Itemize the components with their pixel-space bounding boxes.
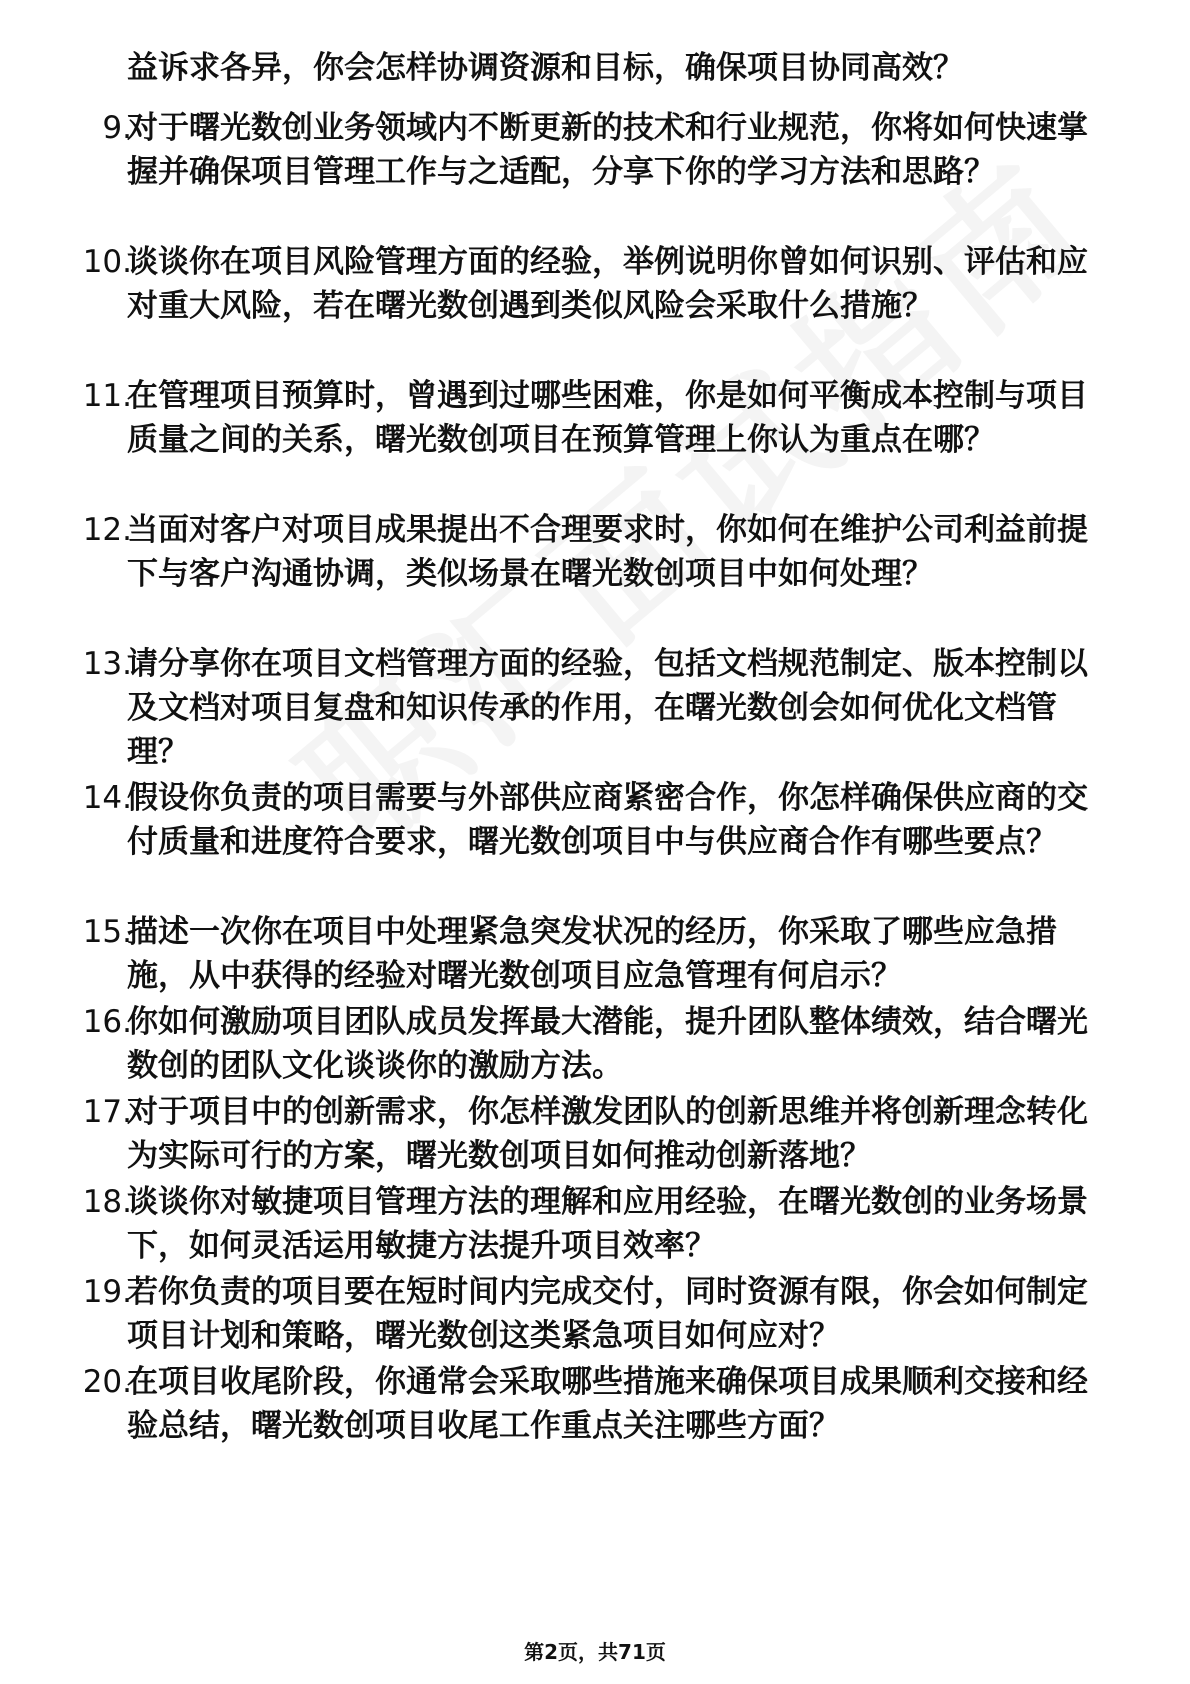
question-number: 19. bbox=[82, 1274, 132, 1310]
question-number: 9. bbox=[102, 110, 132, 146]
question-number: 11. bbox=[82, 378, 132, 414]
question-number: 12. bbox=[82, 512, 132, 548]
question-text: 对于曙光数创业务领域内不断更新的技术和行业规范，你将如何快速掌握并确保项目管理工作与之适配，分享下你的学习方法和思路？ bbox=[127, 110, 1088, 190]
question-number: 10. bbox=[82, 244, 132, 280]
page-footer: 第2页，共71页 bbox=[524, 1640, 666, 1664]
question-text: 在项目收尾阶段，你通常会采取哪些措施来确保项目成果顺利交接和经验总结，曙光数创项目收尾工作重点关注哪些方面？ bbox=[127, 1364, 1088, 1444]
question-number: 18. bbox=[82, 1184, 132, 1220]
question-text: 对于项目中的创新需求，你怎样激发团队的创新思维并将创新理念转化为实际可行的方案，曙光数创项目如何推动创新落地？ bbox=[127, 1094, 1088, 1174]
continued-question-text: 益诉求各异，你会怎样协调资源和目标，确保项目协同高效？ bbox=[127, 50, 964, 86]
question-number: 17. bbox=[82, 1094, 132, 1130]
question-text: 假设你负责的项目需要与外部供应商紧密合作，你怎样确保供应商的交付质量和进度符合要求，曙光数创项目中与供应商合作有哪些要点？ bbox=[127, 780, 1088, 860]
question-text: 描述一次你在项目中处理紧急突发状况的经历，你采取了哪些应急措施，从中获得的经验对曙光数创项目应急管理有何启示？ bbox=[127, 914, 1057, 994]
question-text: 若你负责的项目要在短时间内完成交付，同时资源有限，你会如何制定项目计划和策略，曙光数创这类紧急项目如何应对？ bbox=[127, 1274, 1088, 1354]
question-text: 谈谈你对敏捷项目管理方法的理解和应用经验，在曙光数创的业务场景下，如何灵活运用敏捷方法提升项目效率？ bbox=[127, 1184, 1088, 1264]
question-text: 在管理项目预算时，曾遇到过哪些困难，你是如何平衡成本控制与项目质量之间的关系，曙光数创项目在预算管理上你认为重点在哪？ bbox=[127, 378, 1088, 458]
question-number: 20. bbox=[82, 1364, 132, 1400]
question-text: 谈谈你在项目风险管理方面的经验，举例说明你曾如何识别、评估和应对重大风险，若在曙光数创遇到类似风险会采取什么措施？ bbox=[127, 244, 1088, 324]
question-number: 15. bbox=[82, 914, 132, 950]
question-number: 14. bbox=[82, 780, 132, 816]
question-number: 16. bbox=[82, 1004, 132, 1040]
question-text: 请分享你在项目文档管理方面的经验，包括文档规范制定、版本控制以及文档对项目复盘和知识传承的作用，在曙光数创会如何优化文档管理？ bbox=[127, 646, 1088, 770]
question-text: 你如何激励项目团队成员发挥最大潜能，提升团队整体绩效，结合曙光数创的团队文化谈谈你的激励方法。 bbox=[127, 1004, 1088, 1084]
question-text: 当面对客户对项目成果提出不合理要求时，你如何在维护公司利益前提下与客户沟通协调，类似场景在曙光数创项目中如何处理？ bbox=[127, 512, 1088, 592]
question-number: 13. bbox=[82, 646, 132, 682]
